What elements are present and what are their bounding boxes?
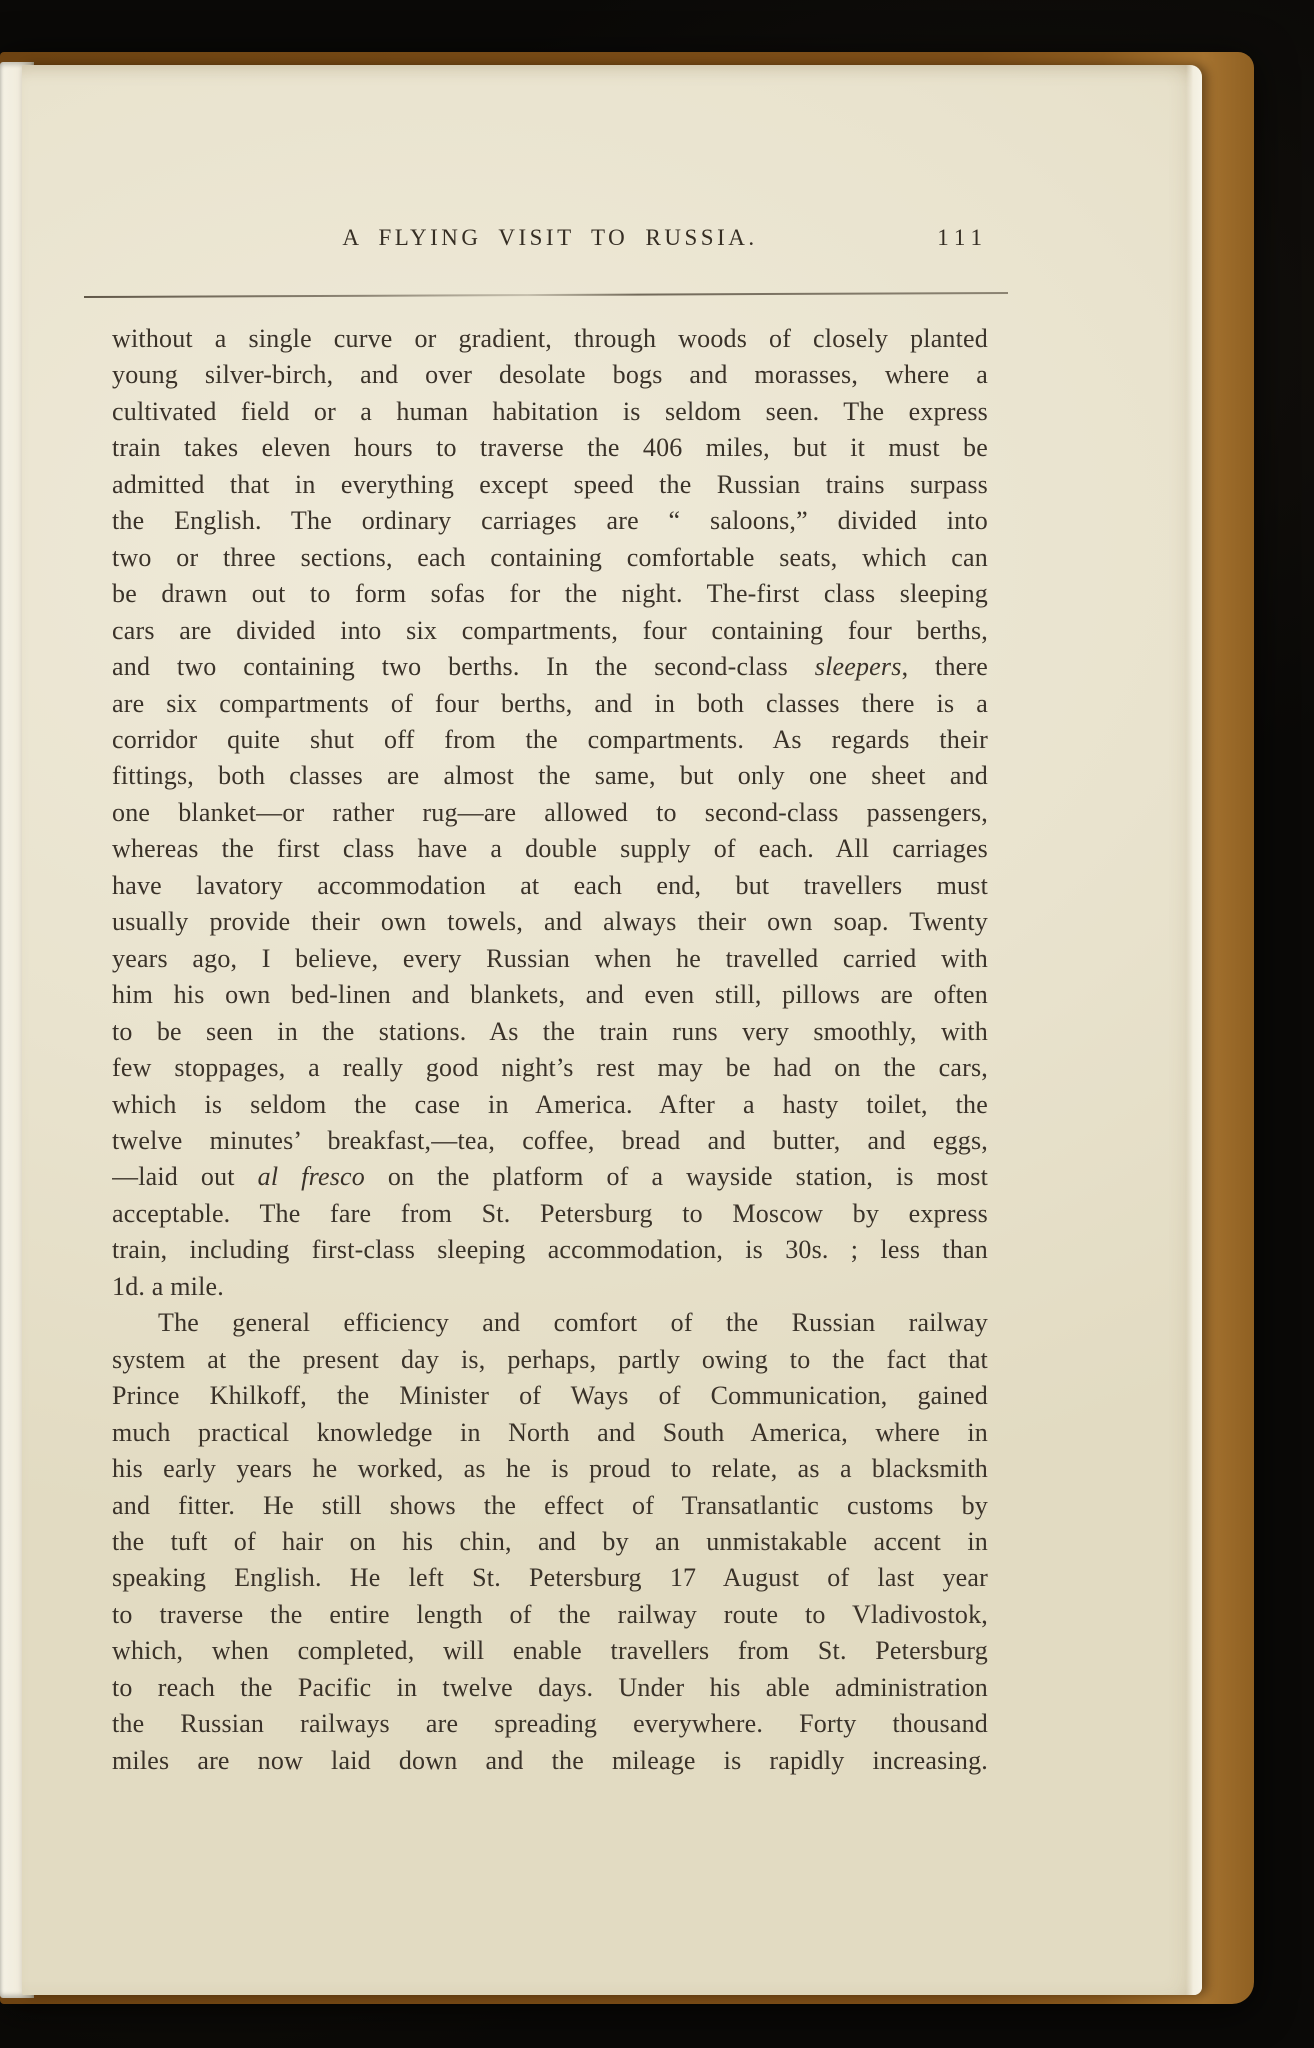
text-line: speaking English. He left St. Petersburg 17 August of last year xyxy=(112,1563,988,1593)
text-line: young silver-birch, and over desolate bogs and morasses, where a xyxy=(112,360,988,390)
text-line: which, when completed, will enable travellers from St. Petersburg xyxy=(112,1636,988,1666)
text-line: which is seldom the case in America. After a hasty toilet, the xyxy=(112,1089,988,1119)
text-line: him his own bed-linen and blankets, and even still, pillows are often xyxy=(112,980,988,1010)
text-line: cultivated field or a human habitation is seldom seen. The express xyxy=(112,396,988,426)
text-line: system at the present day is, perhaps, partly owing to the fact that xyxy=(112,1344,988,1374)
running-header-title: A FLYING VISIT TO RUSSIA. xyxy=(342,225,758,250)
text-line: 1d. a mile. xyxy=(112,1271,224,1301)
text-line: acceptable. The fare from St. Petersburg to Moscow by express xyxy=(112,1198,988,1228)
text-line: train takes eleven hours to traverse the 406 miles, but it must be xyxy=(112,433,988,463)
page-text xyxy=(112,321,988,1779)
text-line: fittings, both classes are almost the same, but only one sheet and xyxy=(112,761,988,791)
text-line: much practical knowledge in North and South America, where in xyxy=(112,1417,988,1447)
text-line: twelve minutes’ breakfast,—tea, coffee, bread and butter, and eggs, xyxy=(112,1125,988,1155)
text-line: usually provide their own towels, and always their own soap. Twenty xyxy=(112,907,988,937)
text-line: the Russian railways are spreading everywhere. Forty thousand xyxy=(112,1709,988,1739)
text-line: admitted that in everything except speed the Russian trains surpass xyxy=(112,469,988,499)
text-line: are six compartments of four berths, and in both classes there is a xyxy=(112,688,988,718)
text-line: his early years he worked, as he is proud to relate, as a blacksmith xyxy=(112,1454,988,1484)
text-line: to be seen in the stations. As the train runs very smoothly, with xyxy=(112,1016,988,1046)
text-line: be drawn out to form sofas for the night. The-first class sleeping xyxy=(112,579,988,609)
book-page xyxy=(22,65,1202,1995)
text-line: one blanket—or rather rug—are allowed to second-class passengers, xyxy=(112,797,988,827)
running-header xyxy=(112,225,988,259)
text-line: and fitter. He still shows the effect of Transatlantic customs by xyxy=(112,1490,988,1520)
text-line: to reach the Pacific in twelve days. Under his able administration xyxy=(112,1672,988,1702)
text-line: two or three sections, each containing comfortable seats, which can xyxy=(112,542,988,572)
text-line: train, including first-class sleeping accommodation, is 30s. ; less than xyxy=(112,1235,988,1265)
text-line: have lavatory accommodation at each end, but travellers must xyxy=(112,870,988,900)
text-line: the tuft of hair on his chin, and by an unmistakable accent in xyxy=(112,1526,988,1556)
book-cover xyxy=(0,52,1254,2004)
text-line: The general efficiency and comfort of the Russian railway xyxy=(158,1308,988,1338)
text-line: corridor quite shut off from the compartments. As regards their xyxy=(112,724,988,754)
text-line: without a single curve or gradient, through woods of closely planted xyxy=(112,324,988,353)
text-line: and two containing two berths. In the second-class sleepers, there xyxy=(112,652,988,682)
text-line: Prince Khilkoff, the Minister of Ways of Communication, gained xyxy=(112,1381,988,1411)
text-line: cars are divided into six compartments, four containing four berths, xyxy=(112,615,988,645)
header-rule xyxy=(84,292,1008,298)
text-line: the English. The ordinary carriages are “ saloons,” divided into xyxy=(112,506,988,536)
text-line: miles are now laid down and the mileage is rapidly increasing. xyxy=(112,1745,988,1775)
text-line: whereas the first class have a double supply of each. All carriages xyxy=(112,834,988,864)
text-line: —laid out al fresco on the platform of a wayside station, is most xyxy=(112,1162,988,1192)
text-line: years ago, I believe, every Russian when he travelled carried with xyxy=(112,943,988,973)
text-line: to traverse the entire length of the railway route to Vladivostok, xyxy=(112,1599,988,1629)
page-number: 111 xyxy=(937,225,988,250)
text-line: few stoppages, a really good night’s rest may be had on the cars, xyxy=(112,1053,988,1083)
